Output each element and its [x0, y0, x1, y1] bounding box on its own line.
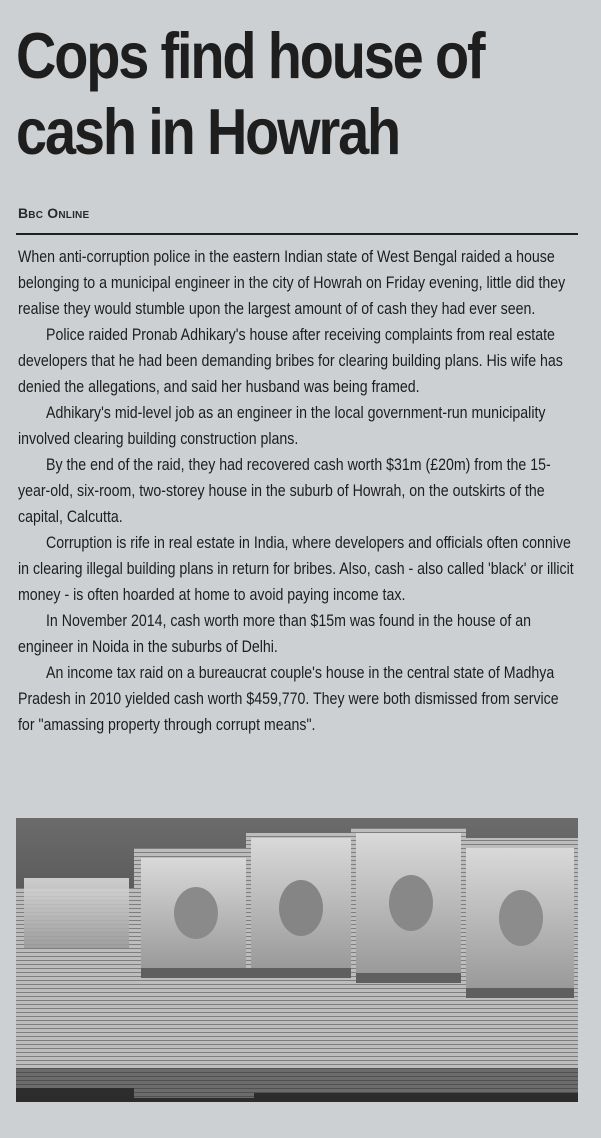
headline-line-1: Cops find house of [16, 19, 484, 92]
byline-divider [16, 233, 578, 235]
paragraph: Adhikary's mid-level job as an engineer in the local government-run municipality involved clearing building construction plans. [18, 404, 546, 448]
paragraph: When anti-corruption police in the eastern Indian state of West Bengal raided a house belonging to a municipal engineer in the city of Howrah on Friday evening, little did they realise they would stumble upon the largest amount of of cash they had ever seen. [18, 248, 566, 318]
cash-bundles-photo [16, 818, 578, 1102]
byline: Bbc Online [18, 205, 90, 221]
paragraph: An income tax raid on a bureaucrat couple's house in the central state of Madhya Pradesh in 2010 yielded cash worth $459,770. They were both dismissed from service for "amassing property through corrupt means". [18, 664, 559, 734]
paragraph: Police raided Pronab Adhikary's house after receiving complaints from real estate developers that he had been demanding bribes for clearing building plans. His wife has denied the allegations, and said her husband was being framed. [18, 326, 563, 396]
paragraph: Corruption is rife in real estate in India, where developers and officials often connive in clearing illegal building plans in return for bribes. Also, cash - also called 'black' or illicit money - is often hoarded at home to avoid paying income tax. [18, 534, 574, 604]
cash-bundles-illustration [16, 818, 578, 1102]
paragraph: In November 2014, cash worth more than $15m was found in the house of an engineer in Noida in the suburbs of Delhi. [18, 612, 532, 656]
article-body [18, 244, 578, 738]
paragraph: By the end of the raid, they had recovered cash worth $31m (£20m) from the 15-year-old, six-room, two-storey house in the suburb of Howrah, on the outskirts of the capital, Calcutta. [18, 456, 551, 526]
headline-line-2: cash in Howrah [16, 95, 400, 168]
headline [16, 18, 506, 170]
